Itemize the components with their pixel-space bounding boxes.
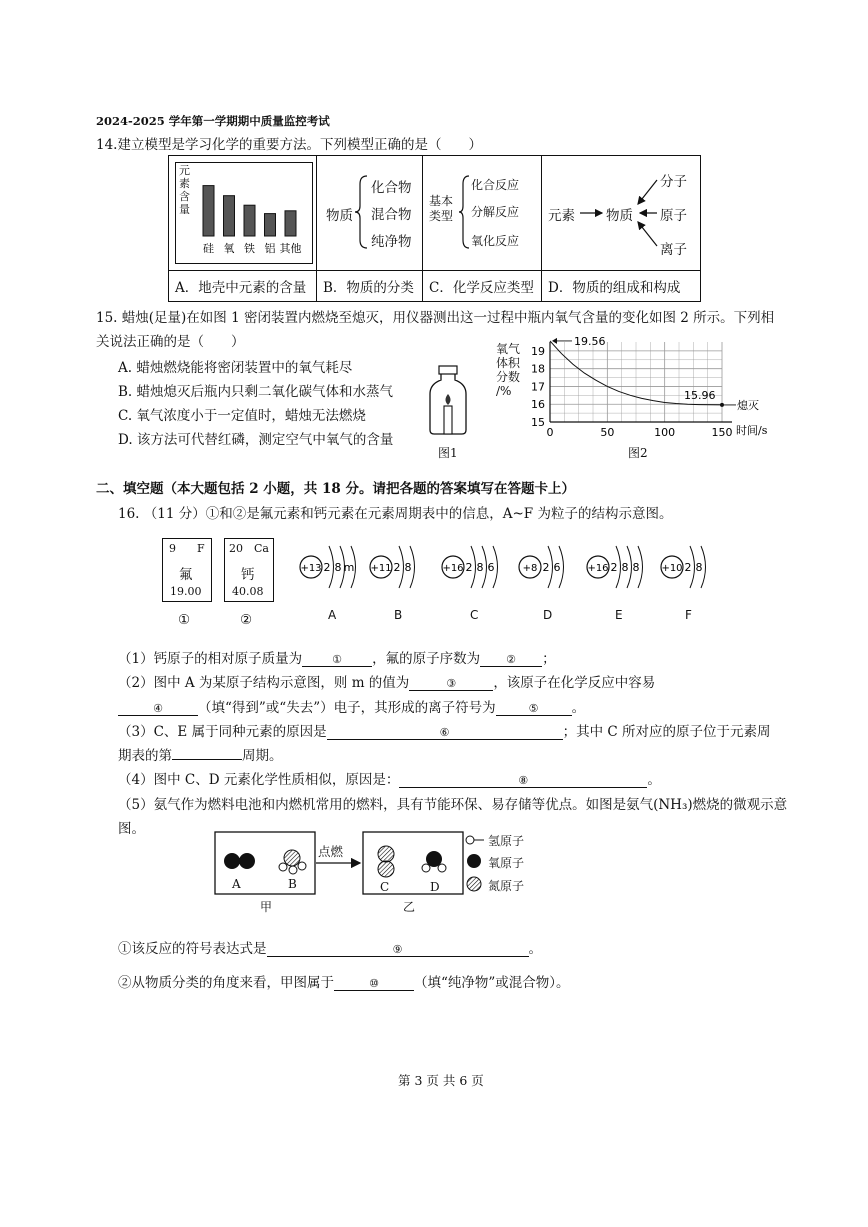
molecule-label: B: [288, 877, 297, 891]
shell-electron-count: 6: [553, 561, 561, 574]
q16-part3-line2: [118, 744, 283, 764]
d-item: 离子: [660, 242, 687, 258]
atom-diagram: [659, 532, 731, 622]
answer-blank-4[interactable]: ④: [118, 702, 198, 716]
atom-diagram: [368, 532, 440, 622]
text: ；: [542, 651, 556, 667]
text: 。: [571, 700, 586, 716]
box-caption: 甲: [260, 900, 273, 914]
atom-shells-icon: [440, 532, 512, 602]
candle-jar-icon: [424, 364, 472, 438]
exam-title: 2024-2025 学年第一学期期中质量监控考试: [96, 114, 330, 128]
b-root: 物质: [326, 208, 353, 224]
atom-shells-icon: [517, 532, 589, 602]
atom-diagram: [440, 532, 512, 622]
y-tick-label: 16: [531, 398, 545, 412]
answer-blank-9[interactable]: ⑨: [267, 943, 529, 957]
x-tick-label: 150: [711, 426, 733, 439]
legend-oxygen: 氧原子: [488, 856, 525, 870]
answer-blank-6[interactable]: ⑥: [327, 726, 563, 740]
molecule-label: C: [380, 880, 390, 894]
answer-blank-3[interactable]: ③: [409, 677, 493, 691]
text: ①该反应的符号表达式是: [118, 941, 267, 957]
q14-option-b: B．物质的分类: [317, 271, 423, 302]
atom-shells-icon: [659, 532, 731, 602]
answer-blank-10[interactable]: ⑩: [334, 977, 414, 991]
q16-stem: 16. （11 分）①和②是氟元素和钙元素在元素周期表中的信息，A~F 为粒子的结构示意图。: [118, 506, 673, 522]
fig1-label: 图1: [438, 446, 458, 460]
card-label: ①: [178, 612, 191, 628]
molecule-label: A: [232, 877, 241, 891]
atomic-number: 20: [229, 542, 243, 555]
shell-electron-count: 2: [393, 561, 401, 574]
nucleus-charge: +11: [370, 563, 392, 574]
y-tick-label: 18: [531, 362, 545, 376]
legend-hydrogen: 氢原子: [488, 834, 525, 848]
atom-diagram: [585, 532, 657, 622]
nucleus-charge: +13: [300, 563, 322, 574]
q16-part2-line1: [118, 671, 655, 691]
answer-blank-2[interactable]: ②: [480, 653, 542, 667]
x-tick-label: 氧: [223, 242, 235, 255]
atom-diagram: [517, 532, 589, 622]
atomic-number: 9: [169, 542, 176, 555]
atom-label: A: [328, 608, 337, 622]
shell-electron-count: 2: [465, 561, 473, 574]
shell-electron-count: 8: [695, 561, 703, 574]
brace-icon: [353, 172, 373, 252]
bar: [244, 205, 255, 236]
text: ；其中 C 所对应的原子位于元素周: [562, 724, 771, 740]
q16-part3-line1: [118, 720, 771, 740]
shell-electron-count: 6: [487, 561, 495, 574]
text: ，该原子在化学反应中容易: [493, 675, 656, 691]
atom-label: B: [394, 608, 403, 622]
text: 期表的第: [118, 748, 172, 764]
shell-electron-count: 8: [404, 561, 412, 574]
atom-label: C: [470, 608, 479, 622]
atom-label: D: [543, 608, 553, 622]
q14-option-a: A．地壳中元素的含量: [169, 271, 317, 302]
ylabel-char: 含: [179, 190, 190, 203]
ylabel-char: 量: [179, 203, 190, 216]
fig2-ylabel-line: /%: [496, 384, 512, 398]
q15-option: B. 蜡烛熄灭后瓶内只剩二氧化碳气体和水蒸气: [118, 384, 394, 400]
shell-electron-count: 2: [610, 561, 618, 574]
atomic-mass: 40.08: [232, 585, 264, 598]
q15-option: C. 氧气浓度小于一定值时，蜡烛无法燃烧: [118, 408, 366, 424]
x-tick-label: 其他: [279, 242, 302, 255]
shell-electron-count: m: [343, 561, 355, 574]
element-name: 氟: [179, 567, 193, 583]
nucleus-charge: +16: [442, 563, 464, 574]
q14-option-b-figure: [317, 156, 422, 270]
d-item: 原子: [660, 208, 687, 224]
ylabel-char: 元: [179, 164, 190, 177]
bar: [203, 186, 214, 236]
q16-sub2: [118, 971, 570, 991]
y-tick-label: 17: [531, 380, 545, 394]
b-item: 化合物: [371, 180, 412, 196]
y-tick-label: 19: [531, 344, 545, 358]
c-item: 分解反应: [471, 205, 520, 219]
q16-part1: [118, 647, 556, 667]
element-symbol: Ca: [254, 542, 269, 555]
x-tick-label: 铁: [244, 242, 255, 255]
atom-shells-icon: [368, 532, 440, 602]
card-label: ②: [240, 612, 253, 628]
annotation-end-value: 15.96: [684, 388, 716, 402]
fig2-ylabel-line: 体积: [496, 356, 521, 370]
arrows-icon: [542, 156, 700, 270]
shell-electron-count: 2: [542, 561, 550, 574]
shell-electron-count: 2: [684, 561, 692, 574]
text: （填“得到”或“失去”）电子，其形成的离子符号为: [198, 700, 496, 716]
c-item: 氧化反应: [471, 234, 520, 248]
q14-option-c-figure: [423, 156, 541, 270]
element-symbol: F: [197, 542, 205, 555]
bar: [265, 214, 276, 236]
reaction-micro-diagram: [210, 826, 470, 916]
y-tick-label: 15: [531, 416, 545, 429]
atom-label: F: [685, 608, 692, 622]
shell-electron-count: 8: [621, 561, 629, 574]
text: ，氟的原子序数为: [372, 651, 481, 667]
atom-legend-icons: [464, 830, 488, 896]
bar: [224, 196, 235, 236]
answer-blank-8[interactable]: ⑧: [399, 774, 647, 788]
answer-blank-1[interactable]: ①: [302, 653, 372, 667]
molecule-label: D: [430, 880, 440, 894]
answer-blank-5[interactable]: ⑤: [496, 702, 572, 716]
q16-part5-line2: 图。: [118, 821, 145, 837]
page-number: 第 3 页 共 6 页: [398, 1073, 484, 1088]
bar: [285, 211, 296, 236]
answer-blank-7[interactable]: [172, 759, 242, 760]
x-tick-label: 0: [546, 426, 554, 439]
element-name: 钙: [241, 567, 255, 583]
nucleus-charge: +16: [587, 563, 609, 574]
end-point: [720, 403, 724, 407]
q14-option-d-figure: [542, 156, 700, 270]
annotation-arrow: [552, 338, 557, 344]
text: （2）图中 A 为某原子结构示意图，则 m 的值为: [118, 675, 410, 691]
c-root-line2: 类型: [429, 209, 454, 223]
text: ②从物质分类的角度来看，甲图属于: [118, 975, 334, 991]
q14-stem: 14.建立模型是学习化学的重要方法。下列模型正确的是（ ）: [96, 137, 482, 153]
text: 。: [647, 772, 661, 788]
fig2-label: 图2: [628, 446, 648, 460]
q14-option-a-figure: [169, 156, 316, 270]
q16-part2-line2: [118, 696, 585, 716]
annotation-start-value: 19.56: [574, 334, 606, 348]
annotation-extinguished: 熄灭: [737, 398, 759, 412]
atomic-mass: 19.00: [170, 585, 202, 598]
q15-option: A. 蜡烛燃烧能将密闭装置中的氧气耗尽: [118, 360, 353, 376]
q16-sub1: [118, 937, 542, 957]
shell-electron-count: 2: [323, 561, 331, 574]
q15-stem-line1: 15. 蜡烛(足量)在如图 1 密闭装置内燃烧至熄灭，用仪器测出这一过程中瓶内氧气含量的变化如图 2 所示。下列相: [96, 310, 775, 326]
c-root-line1: 基本: [429, 194, 454, 208]
q14-options-table: [168, 155, 701, 302]
element-card-fluorine: [162, 538, 212, 602]
shell-electron-count: 8: [632, 561, 640, 574]
text: （填“纯净物”或混合物）。: [414, 975, 570, 991]
text: （3）C、E 属于同种元素的原因是: [118, 724, 327, 740]
oxygen-content-line-chart: [520, 334, 780, 444]
arrow-label: 点燃: [318, 844, 344, 859]
q15-stem-line2: 关说法正确的是（ ）: [96, 334, 245, 350]
q14-option-d: D．物质的组成和构成: [542, 271, 701, 302]
nucleus-charge: +8: [522, 563, 538, 574]
d-item: 分子: [660, 174, 687, 190]
b-item: 混合物: [371, 207, 412, 223]
element-card-calcium: [224, 538, 274, 602]
atom-label: E: [615, 608, 623, 622]
shell-electron-count: 8: [334, 561, 342, 574]
x-axis-label: 时间/s: [736, 424, 768, 437]
d-center: 物质: [606, 208, 633, 224]
x-tick-label: 硅: [203, 242, 214, 255]
fig2-ylabel-line: 氧气: [496, 342, 521, 356]
element-content-bar-chart: [169, 156, 316, 270]
q15-option: D. 该方法可代替红磷，测定空气中氧气的含量: [118, 432, 394, 448]
q14-option-c: C．化学反应类型: [423, 271, 542, 302]
legend-nitrogen: 氮原子: [488, 879, 525, 893]
atom-shells-icon: [298, 532, 370, 602]
section-title: 二、填空题（本大题包括 2 小题，共 18 分。请把各题的答案填写在答题卡上）: [96, 481, 575, 497]
box-caption: 乙: [403, 900, 416, 914]
q16-part4: [118, 768, 661, 788]
x-tick-label: 铝: [264, 242, 276, 255]
atom-shells-icon: [585, 532, 657, 602]
x-tick-label: 100: [654, 426, 676, 439]
b-item: 纯净物: [371, 234, 412, 250]
text: （1）钙原子的相对原子质量为: [118, 651, 303, 667]
nucleus-charge: +10: [661, 563, 683, 574]
ylabel-char: 素: [179, 177, 190, 190]
d-left: 元素: [548, 208, 575, 224]
atom-diagram: [298, 532, 370, 622]
c-item: 化合反应: [471, 178, 520, 192]
text: 。: [528, 941, 542, 957]
text: （4）图中 C、D 元素化学性质相似，原因是：: [118, 772, 400, 788]
q16-part5-line1: （5）氨气作为燃料电池和内燃机常用的燃料，具有节能环保、易存储等优点。如图是氨气(NH₃)燃烧的微观示意: [118, 797, 788, 813]
fig2-ylabel-line: 分数: [496, 370, 521, 384]
shell-electron-count: 8: [476, 561, 484, 574]
x-tick-label: 50: [600, 426, 615, 439]
text: 周期。: [242, 748, 283, 764]
